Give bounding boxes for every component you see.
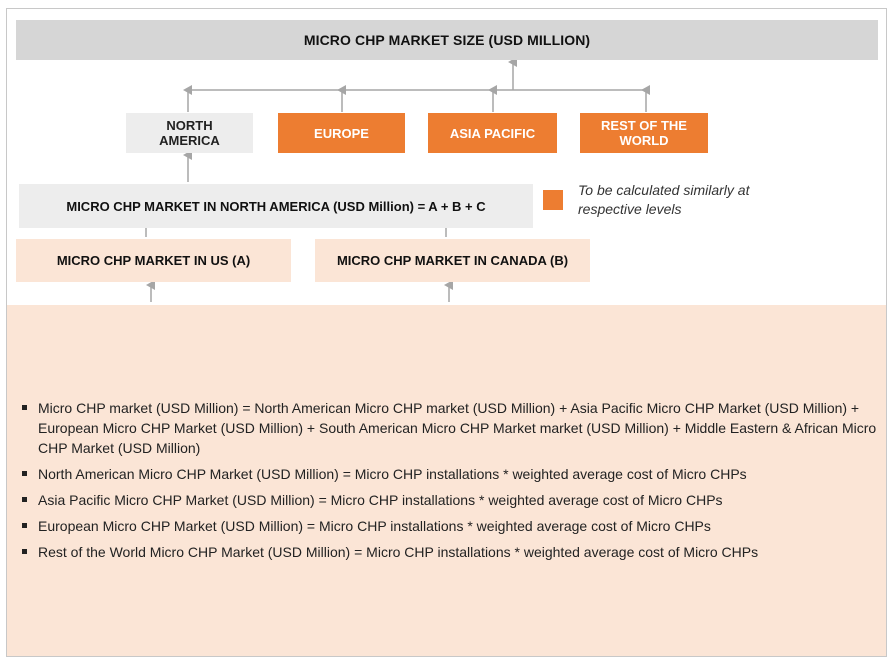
region-asia-pacific-label: ASIA PACIFIC [449,125,536,141]
legend-swatch [543,190,563,210]
list-item [22,542,882,562]
region-asia-pacific [428,113,557,153]
list-item [22,516,882,536]
region-europe-label: EUROPE [314,125,369,141]
market-size-title: MICRO CHP MARKET SIZE (USD MILLION) [16,20,878,60]
region-north-america [126,113,253,153]
bullet-icon [22,549,27,554]
bullet-text: Asia Pacific Micro CHP Market (USD Million) = Micro CHP installations * weighted average cost of Micro CHPs [38,492,723,508]
bullet-text: European Micro CHP Market (USD Million) = Micro CHP installations * weighted average cost of Micro CHPs [38,518,711,534]
north-america-formula: MICRO CHP MARKET IN NORTH AMERICA (USD Million) = A + B + C [19,184,533,228]
country-canada-box: MICRO CHP MARKET IN CANADA (B) [315,239,590,282]
bullet-icon [22,523,27,528]
region-rest-of-world [580,113,708,153]
list-item [22,464,882,484]
bullet-icon [22,405,27,410]
list-item [22,490,882,510]
bullet-text: Micro CHP market (USD Million) = North American Micro CHP market (USD Million) + Asia Pacific Micro CHP Market (USD Million) + European Micro CHP Market (USD Million) + South American Micro CHP Market market (USD Million) + Middle Eastern & African Micro CHP Market (USD Million) [38,400,877,456]
legend-text: To be calculated similarly at respective levels [578,182,750,217]
bullet-icon [22,471,27,476]
bullet-text: Rest of the World Micro CHP Market (USD Million) = Micro CHP installations * weighted average cost of Micro CHPs [38,544,759,560]
bullet-text: North American Micro CHP Market (USD Million) = Micro CHP installations * weighted average cost of Micro CHPs [38,466,747,482]
region-north-america-label: NORTH AMERICA [159,118,220,148]
formula-bullet-list [22,398,882,568]
bullet-icon [22,497,27,502]
country-us-box: MICRO CHP MARKET IN US (A) [16,239,291,282]
list-item [22,398,882,458]
region-europe [278,113,405,153]
region-rest-of-world-label: REST OF THE WORLD [601,118,687,148]
